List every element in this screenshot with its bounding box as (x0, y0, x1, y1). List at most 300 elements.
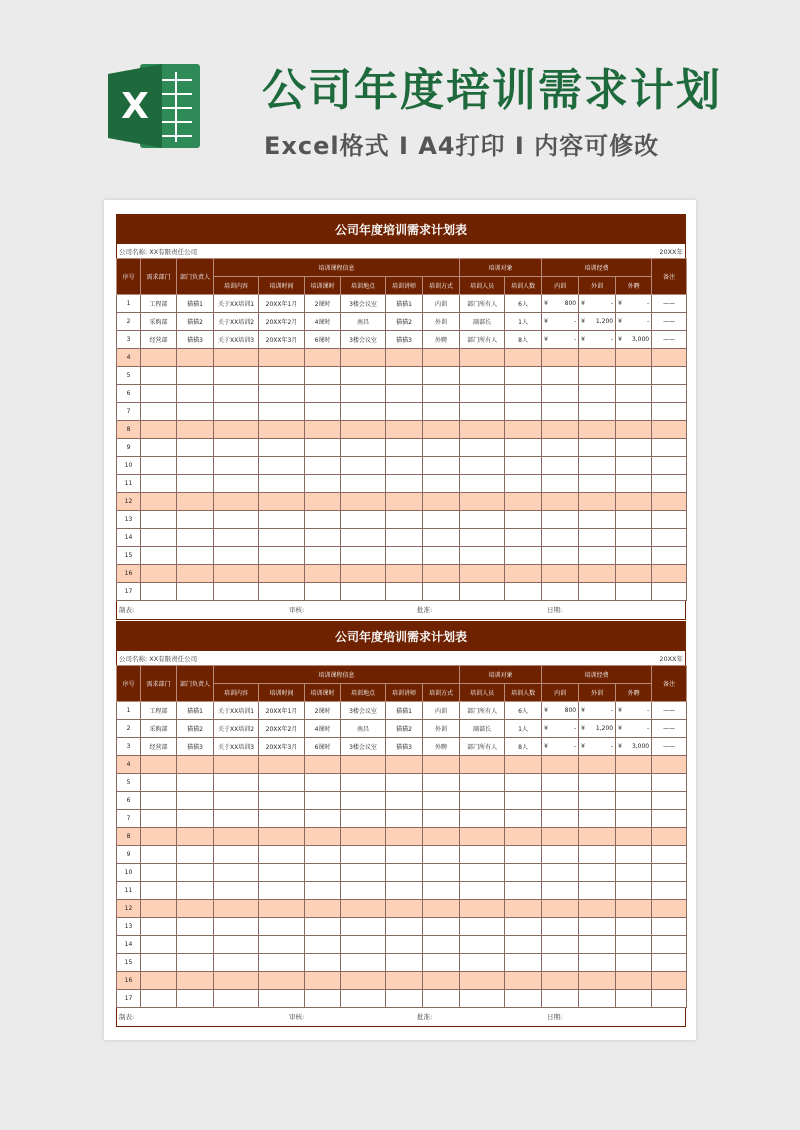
fee-value: 1,200 (595, 725, 614, 732)
table-cell: 1人 (505, 313, 542, 331)
table-cell (423, 792, 460, 810)
fee-cell (616, 990, 652, 1008)
table-cell (386, 864, 423, 882)
table-cell (505, 864, 542, 882)
header-course-col: 培训时间 (259, 277, 305, 295)
table-cell: 外训 (423, 313, 460, 331)
table-cell (177, 774, 214, 792)
table-cell (259, 900, 305, 918)
table-cell (652, 774, 687, 792)
header-course-col: 培训方式 (423, 684, 460, 702)
fee-value: - (573, 318, 577, 325)
plan-sheet-1 (116, 214, 686, 620)
table-row (117, 547, 687, 565)
table-row (117, 702, 687, 720)
currency-symbol: ¥ (544, 725, 548, 732)
plan-sheet-2 (116, 621, 686, 1027)
table-cell (305, 882, 341, 900)
table-cell (341, 954, 386, 972)
table-cell (386, 529, 423, 547)
fee-cell (542, 864, 579, 882)
table-cell (259, 403, 305, 421)
header-target-col: 培训人员 (460, 277, 505, 295)
table-cell (214, 864, 259, 882)
table-row (117, 385, 687, 403)
fee-cell (616, 511, 652, 529)
table-cell: 1 (117, 295, 141, 313)
fee-cell (542, 828, 579, 846)
table-cell (341, 547, 386, 565)
table-cell (305, 349, 341, 367)
table-cell: 3楼会议室 (341, 702, 386, 720)
table-cell (386, 475, 423, 493)
table-cell (652, 349, 687, 367)
table-cell (141, 403, 177, 421)
fee-cell (542, 331, 579, 349)
table-cell: 16 (117, 565, 141, 583)
table-cell (305, 511, 341, 529)
fee-cell (579, 439, 616, 457)
table-cell (652, 972, 687, 990)
header-target-col: 培训人员 (460, 684, 505, 702)
table-cell (505, 882, 542, 900)
table-cell: 副部长 (460, 313, 505, 331)
table-cell (505, 846, 542, 864)
table-cell (652, 439, 687, 457)
table-cell: 8 (117, 828, 141, 846)
table-cell (652, 756, 687, 774)
table-cell (652, 864, 687, 882)
table-cell (341, 810, 386, 828)
table-cell (214, 547, 259, 565)
table-cell (423, 475, 460, 493)
sheet-title: 公司年度培训需求计划表 (116, 621, 686, 651)
table-cell: 9 (117, 439, 141, 457)
currency-symbol: ¥ (618, 336, 622, 343)
table-cell (341, 774, 386, 792)
fee-cell (616, 367, 652, 385)
table-cell (259, 367, 305, 385)
table-cell (386, 421, 423, 439)
currency-symbol: ¥ (581, 300, 585, 307)
fee-cell (579, 954, 616, 972)
table-cell: 6课时 (305, 331, 341, 349)
fee-cell (616, 756, 652, 774)
document-page (104, 200, 696, 1040)
table-cell: 采购部 (141, 720, 177, 738)
fee-cell (579, 972, 616, 990)
table-cell (214, 367, 259, 385)
table-cell (177, 864, 214, 882)
fee-cell (616, 547, 652, 565)
fee-cell (542, 936, 579, 954)
table-cell (177, 421, 214, 439)
table-cell (214, 774, 259, 792)
table-cell (214, 475, 259, 493)
header-course-col: 培训内容 (214, 684, 259, 702)
table-cell (341, 493, 386, 511)
table-cell (305, 475, 341, 493)
fee-cell (542, 385, 579, 403)
table-cell (305, 493, 341, 511)
table-cell (460, 367, 505, 385)
fee-cell (579, 421, 616, 439)
table-row (117, 493, 687, 511)
table-cell (214, 936, 259, 954)
table-row (117, 756, 687, 774)
table-cell (341, 792, 386, 810)
currency-symbol: ¥ (618, 707, 622, 714)
fee-cell (579, 349, 616, 367)
table-cell (505, 936, 542, 954)
table-cell (386, 810, 423, 828)
table-cell (505, 403, 542, 421)
table-cell (305, 972, 341, 990)
table-cell: 5 (117, 774, 141, 792)
table-cell (341, 828, 386, 846)
header-course-col: 培训方式 (423, 277, 460, 295)
table-cell: 10 (117, 457, 141, 475)
fee-value: - (573, 725, 577, 732)
table-cell (305, 864, 341, 882)
fee-cell (579, 403, 616, 421)
footer-maker: 制表: (119, 606, 135, 614)
currency-symbol: ¥ (544, 336, 548, 343)
footer-date: 日期: (547, 1013, 563, 1021)
table-row (117, 792, 687, 810)
table-cell: 6人 (505, 702, 542, 720)
table-cell (423, 900, 460, 918)
footer-approve: 批准: (417, 1013, 433, 1021)
table-cell (386, 774, 423, 792)
company-name: 公司名称: XX有限责任公司 (119, 654, 198, 663)
fee-cell (542, 972, 579, 990)
fee-cell (542, 918, 579, 936)
fee-cell (579, 864, 616, 882)
table-cell (460, 421, 505, 439)
fee-cell (616, 385, 652, 403)
table-cell: 1人 (505, 720, 542, 738)
table-cell (460, 493, 505, 511)
table-cell (652, 828, 687, 846)
table-cell (305, 367, 341, 385)
table-cell (460, 774, 505, 792)
fee-cell (616, 738, 652, 756)
table-cell (341, 475, 386, 493)
table-cell (214, 900, 259, 918)
table-cell (177, 511, 214, 529)
table-row (117, 972, 687, 990)
fee-cell (579, 720, 616, 738)
fee-cell (579, 529, 616, 547)
fee-cell (616, 457, 652, 475)
table-cell (141, 421, 177, 439)
table-cell (305, 774, 341, 792)
table-cell: —— (652, 720, 687, 738)
table-cell (177, 882, 214, 900)
table-cell (341, 529, 386, 547)
table-cell: 7 (117, 810, 141, 828)
table-cell (386, 565, 423, 583)
fee-value: - (610, 743, 614, 750)
table-cell (214, 756, 259, 774)
table-cell (259, 810, 305, 828)
table-cell (214, 972, 259, 990)
table-row (117, 313, 687, 331)
table-cell (652, 367, 687, 385)
header-note: 备注 (652, 666, 687, 702)
table-cell (341, 385, 386, 403)
table-cell (177, 529, 214, 547)
table-cell (505, 421, 542, 439)
fee-cell (542, 990, 579, 1008)
table-cell (259, 846, 305, 864)
table-cell: 3 (117, 331, 141, 349)
header-fee-col: 外聘 (616, 684, 652, 702)
table-cell (460, 846, 505, 864)
table-cell: 4课时 (305, 720, 341, 738)
table-cell (505, 583, 542, 601)
table-cell: 猫猫3 (177, 331, 214, 349)
table-cell: —— (652, 738, 687, 756)
table-cell (214, 846, 259, 864)
header-course-group: 培训课程信息 (214, 666, 460, 684)
currency-symbol: ¥ (618, 300, 622, 307)
table-cell: 部门所有人 (460, 295, 505, 313)
fee-cell (579, 493, 616, 511)
fee-cell (616, 846, 652, 864)
table-cell (386, 954, 423, 972)
fee-cell (542, 367, 579, 385)
header-no: 序号 (117, 259, 141, 295)
currency-symbol: ¥ (544, 300, 548, 307)
table-cell: 猫猫1 (177, 702, 214, 720)
fee-cell (579, 882, 616, 900)
header-owner: 部门负责人 (177, 259, 214, 295)
table-cell: 14 (117, 529, 141, 547)
table-cell: —— (652, 295, 687, 313)
table-cell (259, 439, 305, 457)
table-cell (423, 385, 460, 403)
header-fee-col: 外训 (579, 277, 616, 295)
table-cell (423, 972, 460, 990)
table-cell (214, 439, 259, 457)
table-cell (505, 565, 542, 583)
table-cell (423, 439, 460, 457)
table-cell (214, 810, 259, 828)
table-cell (305, 439, 341, 457)
fee-cell (579, 810, 616, 828)
footer-approve: 批准: (417, 606, 433, 614)
table-cell (305, 529, 341, 547)
table-row (117, 936, 687, 954)
table-cell (259, 565, 305, 583)
currency-symbol: ¥ (618, 318, 622, 325)
table-cell (460, 403, 505, 421)
table-cell (423, 882, 460, 900)
table-cell: 关于XX培训1 (214, 702, 259, 720)
table-cell (214, 493, 259, 511)
header-course-col: 培训时间 (259, 684, 305, 702)
fee-cell (542, 565, 579, 583)
table-cell (141, 990, 177, 1008)
fee-cell (616, 313, 652, 331)
fee-cell (616, 583, 652, 601)
header-dept: 需求部门 (141, 259, 177, 295)
table-cell: 4 (117, 349, 141, 367)
table-cell (460, 756, 505, 774)
table-cell (259, 511, 305, 529)
currency-symbol: ¥ (544, 318, 548, 325)
table-cell (460, 457, 505, 475)
table-row (117, 403, 687, 421)
table-cell (141, 349, 177, 367)
header-target-col: 培训人数 (505, 684, 542, 702)
header-course-col: 培训课时 (305, 684, 341, 702)
fee-cell (616, 900, 652, 918)
table-cell (214, 792, 259, 810)
header-fee-col: 内训 (542, 277, 579, 295)
plan-year: 20XX年 (659, 247, 683, 256)
table-cell (423, 846, 460, 864)
table-cell (423, 421, 460, 439)
table-cell (505, 475, 542, 493)
table-cell (214, 954, 259, 972)
table-cell (505, 385, 542, 403)
table-cell (652, 565, 687, 583)
table-cell (341, 367, 386, 385)
table-cell: 2 (117, 720, 141, 738)
table-cell (460, 792, 505, 810)
table-cell (423, 403, 460, 421)
table-cell (505, 511, 542, 529)
table-cell (386, 349, 423, 367)
table-cell (259, 954, 305, 972)
table-cell (505, 367, 542, 385)
table-cell (460, 511, 505, 529)
fee-cell (579, 990, 616, 1008)
header-course-col: 培训地点 (341, 277, 386, 295)
table-cell (652, 529, 687, 547)
table-cell (214, 990, 259, 1008)
table-cell: 猫猫1 (177, 295, 214, 313)
table-row (117, 439, 687, 457)
table-cell (386, 547, 423, 565)
table-cell (505, 918, 542, 936)
fee-cell (542, 738, 579, 756)
table-cell (505, 547, 542, 565)
table-row (117, 331, 687, 349)
table-cell (423, 583, 460, 601)
table-cell (652, 457, 687, 475)
currency-symbol: ¥ (581, 318, 585, 325)
table-cell: 关于XX培训3 (214, 331, 259, 349)
fee-cell (579, 385, 616, 403)
table-cell: 15 (117, 547, 141, 565)
table-cell (460, 972, 505, 990)
table-cell (177, 367, 214, 385)
fee-cell (542, 954, 579, 972)
banner (0, 0, 800, 190)
currency-symbol: ¥ (581, 336, 585, 343)
header-note: 备注 (652, 259, 687, 295)
table-cell (141, 774, 177, 792)
fee-cell (542, 547, 579, 565)
table-cell: 10 (117, 864, 141, 882)
table-cell (505, 457, 542, 475)
fee-cell (616, 493, 652, 511)
table-cell (259, 918, 305, 936)
fee-cell (579, 846, 616, 864)
table-cell (177, 385, 214, 403)
table-row (117, 583, 687, 601)
table-cell (341, 918, 386, 936)
table-cell: 17 (117, 990, 141, 1008)
table-cell: 猫猫2 (386, 720, 423, 738)
table-cell (177, 547, 214, 565)
table-cell: 8 (117, 421, 141, 439)
fee-value: 3,000 (631, 336, 650, 343)
training-plan-table (116, 258, 687, 601)
table-cell: 11 (117, 475, 141, 493)
table-cell: 13 (117, 918, 141, 936)
fee-cell (542, 529, 579, 547)
table-cell: 部门所有人 (460, 331, 505, 349)
header-course-col: 培训地点 (341, 684, 386, 702)
fee-cell (616, 439, 652, 457)
table-cell (177, 439, 214, 457)
table-cell (259, 475, 305, 493)
table-cell (214, 583, 259, 601)
fee-cell (579, 702, 616, 720)
table-cell (505, 990, 542, 1008)
table-cell (177, 828, 214, 846)
table-cell (652, 882, 687, 900)
table-cell (259, 493, 305, 511)
table-cell (386, 828, 423, 846)
fee-cell (542, 792, 579, 810)
table-cell (423, 529, 460, 547)
fee-cell (579, 756, 616, 774)
table-cell (141, 972, 177, 990)
table-cell (177, 756, 214, 774)
table-cell: —— (652, 313, 687, 331)
table-cell (214, 882, 259, 900)
fee-cell (542, 295, 579, 313)
excel-logo-icon (104, 56, 204, 156)
table-cell (177, 792, 214, 810)
table-cell (460, 529, 505, 547)
table-cell: 2课时 (305, 702, 341, 720)
table-row (117, 457, 687, 475)
header-course-col: 培训讲师 (386, 684, 423, 702)
table-cell (386, 936, 423, 954)
fee-value: - (573, 743, 577, 750)
header-fee-col: 外训 (579, 684, 616, 702)
fee-cell (616, 792, 652, 810)
table-cell: 猫猫3 (386, 738, 423, 756)
table-cell (386, 900, 423, 918)
header-dept: 需求部门 (141, 666, 177, 702)
table-cell (386, 457, 423, 475)
table-cell: 20XX年1月 (259, 702, 305, 720)
table-cell (423, 954, 460, 972)
page-title: 公司年度培训需求计划 (262, 65, 722, 116)
table-cell (652, 511, 687, 529)
sheet-title: 公司年度培训需求计划表 (116, 214, 686, 244)
currency-symbol: ¥ (581, 725, 585, 732)
header-course-col: 培训讲师 (386, 277, 423, 295)
